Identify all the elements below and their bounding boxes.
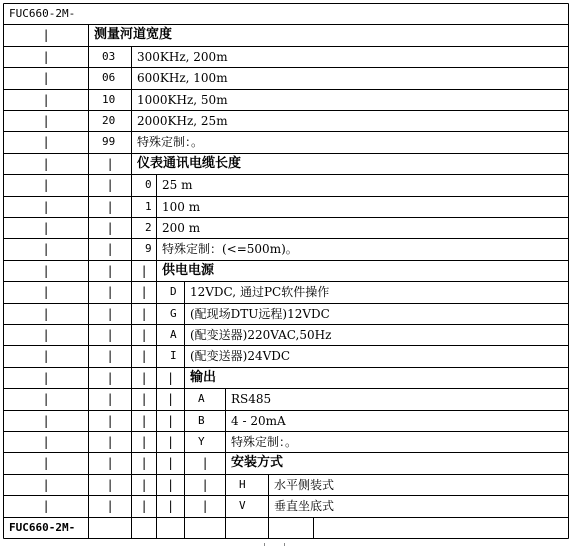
option-description: 25 m xyxy=(162,178,193,192)
level-separator-bar: | xyxy=(106,307,114,321)
option-description: 100 m xyxy=(162,200,201,214)
option-code: Y xyxy=(198,435,205,448)
level-separator-bar: | xyxy=(140,371,148,385)
level-separator-bar: | xyxy=(42,414,50,428)
model-prefix-footer: FUC660-2M- xyxy=(9,521,76,534)
level-separator-bar: | xyxy=(106,349,114,363)
section-title: 安装方式 xyxy=(231,455,284,470)
level-separator-bar: | xyxy=(106,435,114,449)
level-separator-bar: | xyxy=(140,264,148,278)
level-separator-bar: | xyxy=(106,371,114,385)
option-description: 12VDC, 通过PC软件操作 xyxy=(190,285,330,299)
option-code: 1 xyxy=(145,200,152,213)
level-separator-bar: | xyxy=(106,285,114,299)
level-separator-bar: | xyxy=(140,456,148,470)
level-separator-bar: | xyxy=(106,242,114,256)
level-separator-bar: | xyxy=(42,114,50,128)
level-separator-bar: | xyxy=(42,178,50,192)
level-separator-bar: | xyxy=(106,264,114,278)
option-description: 特殊定制：(<=500m)。 xyxy=(162,242,298,256)
option-description: 水平侧装式 xyxy=(274,478,335,492)
level-separator-bar: | xyxy=(42,328,50,342)
level-separator-bar: | xyxy=(106,200,114,214)
level-separator-bar: | xyxy=(140,435,148,449)
section-title: 测量河道宽度 xyxy=(94,27,173,42)
level-separator-bar: | xyxy=(106,221,114,235)
option-code: G xyxy=(170,307,177,320)
option-code: 0 xyxy=(145,178,152,191)
level-separator-bar: | xyxy=(167,435,175,449)
option-code: 20 xyxy=(102,114,116,127)
option-code: 2 xyxy=(145,221,152,234)
option-description: (配现场DTU远程)12VDC xyxy=(190,307,330,321)
level-separator-bar: | xyxy=(106,392,114,406)
option-code: A xyxy=(198,392,205,405)
level-separator-bar: | xyxy=(42,28,50,42)
level-separator-bar: | xyxy=(42,307,50,321)
level-separator-bar: | xyxy=(167,392,175,406)
level-separator-bar: | xyxy=(42,50,50,64)
level-separator-bar: | xyxy=(167,414,175,428)
level-separator-bar: | xyxy=(106,478,114,492)
level-separator-bar: | xyxy=(140,499,148,513)
option-code: 06 xyxy=(102,71,116,84)
level-separator-bar: | xyxy=(42,135,50,149)
level-separator-bar: | xyxy=(140,392,148,406)
level-separator-bar: | xyxy=(106,456,114,470)
option-description: 1000KHz, 50m xyxy=(137,93,228,107)
level-separator-bar: | xyxy=(42,456,50,470)
option-code: I xyxy=(170,349,177,362)
level-separator-bar: | xyxy=(42,157,50,171)
level-separator-bar: | xyxy=(42,93,50,107)
level-separator-bar: | xyxy=(42,200,50,214)
option-description: 垂直坐底式 xyxy=(274,499,335,513)
option-code: 03 xyxy=(102,50,116,63)
level-separator-bar: | xyxy=(42,392,50,406)
option-code: A xyxy=(170,328,177,341)
option-description: RS485 xyxy=(231,392,272,406)
level-separator-bar: | xyxy=(42,71,50,85)
section-title: 供电电源 xyxy=(162,263,215,278)
section-title: 输出 xyxy=(190,370,217,385)
level-separator-bar: | xyxy=(140,285,148,299)
level-separator-bar: | xyxy=(106,328,114,342)
level-separator-bar: | xyxy=(106,499,114,513)
option-code: V xyxy=(239,499,246,512)
level-separator-bar: | xyxy=(42,242,50,256)
level-separator-bar: | xyxy=(167,478,175,492)
level-separator-bar: | xyxy=(140,307,148,321)
option-code: 9 xyxy=(145,242,152,255)
level-separator-bar: | xyxy=(167,499,175,513)
level-separator-bar: | xyxy=(201,478,209,492)
section-title: 仪表通讯电缆长度 xyxy=(137,156,242,171)
level-separator-bar: | xyxy=(167,371,175,385)
level-separator-bar: | xyxy=(42,264,50,278)
model-prefix-header: FUC660-2M- xyxy=(9,7,76,20)
level-separator-bar: | xyxy=(42,349,50,363)
level-separator-bar: | xyxy=(140,328,148,342)
level-separator-bar: | xyxy=(106,414,114,428)
level-separator-bar: | xyxy=(106,178,114,192)
option-code: 99 xyxy=(102,135,116,148)
level-separator-bar: | xyxy=(42,285,50,299)
option-description: (配变送器)220VAC,50Hz xyxy=(190,328,332,342)
level-separator-bar: | xyxy=(140,414,148,428)
model-selection-table xyxy=(3,3,569,539)
option-code: B xyxy=(198,414,205,427)
table-grid xyxy=(3,3,569,539)
option-code: H xyxy=(239,478,246,491)
level-separator-bar: | xyxy=(106,157,114,171)
option-code: D xyxy=(170,285,177,298)
level-separator-bar: | xyxy=(140,478,148,492)
level-separator-bar: | xyxy=(42,435,50,449)
level-separator-bar: | xyxy=(42,371,50,385)
level-separator-bar: | xyxy=(42,221,50,235)
option-description: 600KHz, 100m xyxy=(137,71,228,85)
level-separator-bar: | xyxy=(42,478,50,492)
level-separator-bar: | xyxy=(140,349,148,363)
option-description: 特殊定制：。 xyxy=(231,435,298,449)
level-separator-bar: | xyxy=(42,499,50,513)
option-description: 200 m xyxy=(162,221,201,235)
option-description: 4 - 20mA xyxy=(231,414,286,428)
option-description: 300KHz, 200m xyxy=(137,50,228,64)
option-code: 10 xyxy=(102,93,116,106)
option-description: (配变送器)24VDC xyxy=(190,349,291,363)
level-separator-bar: | xyxy=(167,456,175,470)
option-description: 2000KHz, 25m xyxy=(137,114,228,128)
level-separator-bar: | xyxy=(201,499,209,513)
option-description: 特殊定制：。 xyxy=(137,135,204,149)
level-separator-bar: | xyxy=(201,456,209,470)
